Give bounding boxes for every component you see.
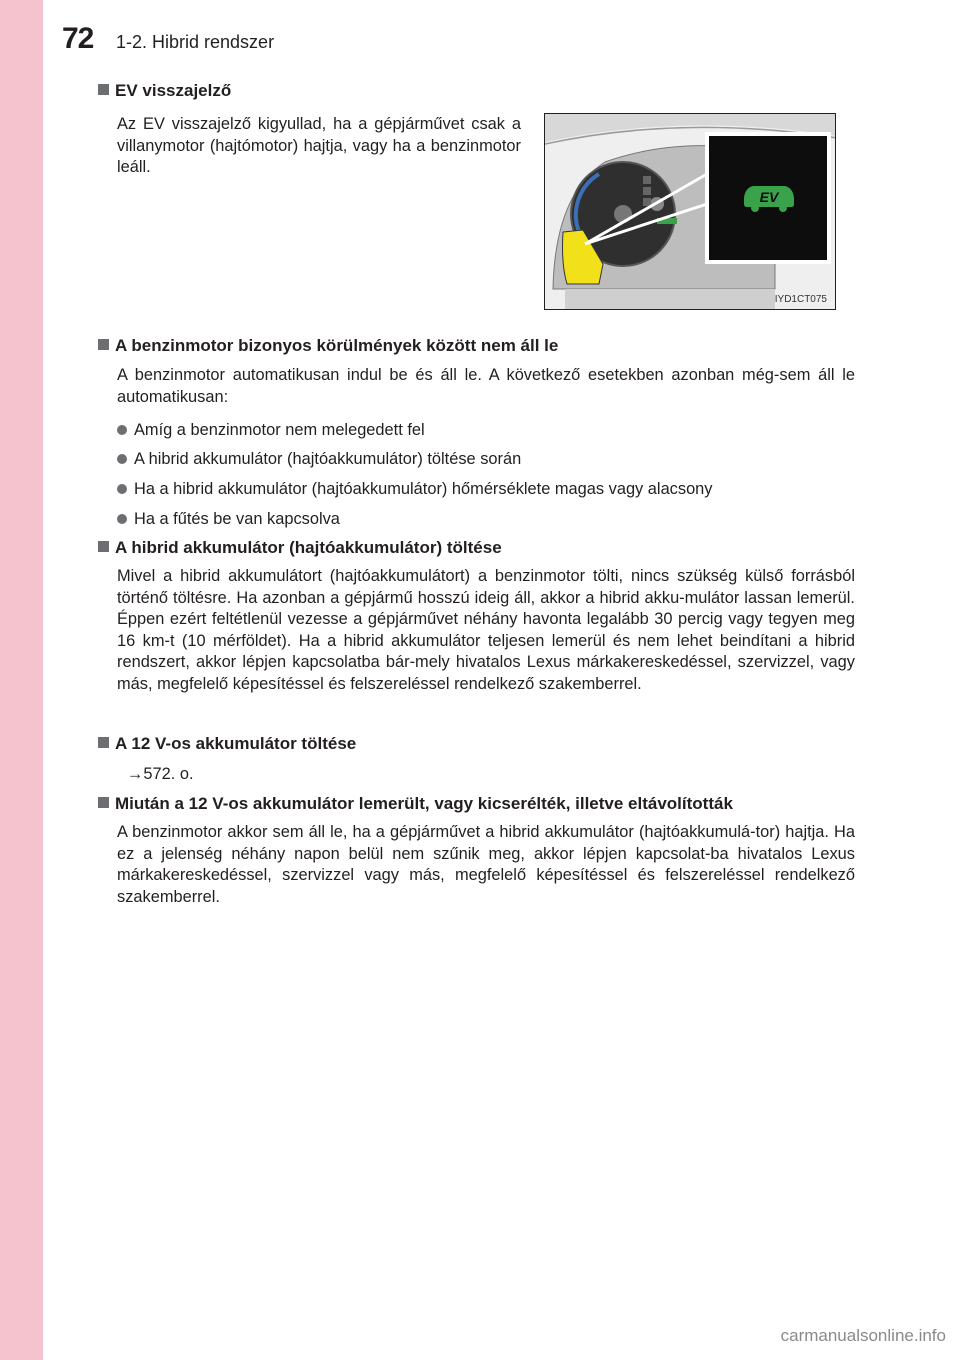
heading-text: A hibrid akkumulátor (hajtóakkumulátor) töltése <box>115 538 502 557</box>
instrument-cluster-figure <box>544 113 836 310</box>
side-strip <box>0 0 43 1360</box>
list-item <box>117 419 425 441</box>
heading-text: A 12 V-os akkumulátor töltése <box>115 734 357 753</box>
engine-not-stop-paragraph: A benzinmotor automatikusan indul be és áll le. A következő esetekben azonban még-sem áll le automatikusan: <box>117 366 855 406</box>
square-bullet-icon <box>98 339 109 350</box>
instrument-cluster-illustration <box>545 114 836 310</box>
list-item-text: Amíg a benzinmotor nem melegedett fel <box>134 421 425 439</box>
list-item-text: Ha a fűtés be van kapcsolva <box>134 510 340 528</box>
list-item <box>117 448 521 470</box>
heading-engine-not-stop <box>98 335 558 357</box>
heading-hybrid-battery-charge <box>98 537 502 559</box>
heading-ev-indicator <box>98 80 231 102</box>
heading-text: EV visszajelző <box>115 81 232 100</box>
list-item <box>117 478 713 500</box>
round-bullet-icon <box>117 425 127 435</box>
round-bullet-icon <box>117 454 127 464</box>
ev-paragraph: Az EV visszajelző kigyullad, ha a gépjárművet csak a villanymotor (hajtómotor) hajtja, vagy ha a benzinmotor leáll. <box>117 115 521 176</box>
heading-text: A benzinmotor bizonyos körülmények között nem áll le <box>115 336 559 355</box>
page-reference: →572. o. <box>127 765 194 783</box>
square-bullet-icon <box>98 84 109 95</box>
page-number: 72 <box>62 22 94 55</box>
square-bullet-icon <box>98 797 109 808</box>
heading-text: Miután a 12 V-os akkumulátor lemerült, vagy kicserélték, illetve eltávolították <box>115 794 733 813</box>
square-bullet-icon <box>98 737 109 748</box>
square-bullet-icon <box>98 541 109 552</box>
list-item-text: Ha a hibrid akkumulátor (hajtóakkumulátor) hőmérséklete magas vagy alacsony <box>134 480 713 498</box>
section-title: 1-2. Hibrid rendszer <box>116 32 275 52</box>
list-item-text: A hibrid akkumulátor (hajtóakkumulátor) töltése során <box>134 450 522 468</box>
heading-12v-battery-charge <box>98 733 356 755</box>
list-item <box>117 508 340 530</box>
round-bullet-icon <box>117 514 127 524</box>
watermark: carmanualsonline.info <box>780 1326 946 1345</box>
heading-after-12v-discharge <box>98 793 733 815</box>
figure-code: IYD1CT075 <box>774 294 827 305</box>
after-12v-paragraph: A benzinmotor akkor sem áll le, ha a gépjárművet a hibrid akkumulátor (hajtóakkumulá-tor) hajtja. Ha ez a jelenség néhány napon belül nem szűnik meg, akkor lépjen kapcsolat-ba hivatalos Lexus márkakereskedéssel, szervizzel vagy más, megfelelő képesítéssel és felszereléssel rendelkező szakemberrel. <box>117 823 855 906</box>
round-bullet-icon <box>117 484 127 494</box>
ev-icon-label: EV <box>759 189 779 205</box>
hybrid-charge-paragraph: Mivel a hibrid akkumulátort (hajtóakkumulátort) a benzinmotor tölti, nincs szükség külső forrásból történő töltésre. Ha azonban a gépjármű hosszú ideig áll, akkor a hibrid akku-mulátor lassan lemerül. Éppen ezért feltétlenül vezesse a gépjárművet néhány havonta legalább 30 percig vagy tegyen meg 16 km-t (10 mérföldet). Ha a hibrid akkumulátor teljesen lemerül és nem lehet beindítani a hibrid rendszert, akkor lépjen kapcsolatba bár-mely hivatalos Lexus márkakereskedéssel, szervizzel, vagy más, megfelelő képesítéssel és felszereléssel rendelkező szakemberrel. <box>117 567 855 693</box>
